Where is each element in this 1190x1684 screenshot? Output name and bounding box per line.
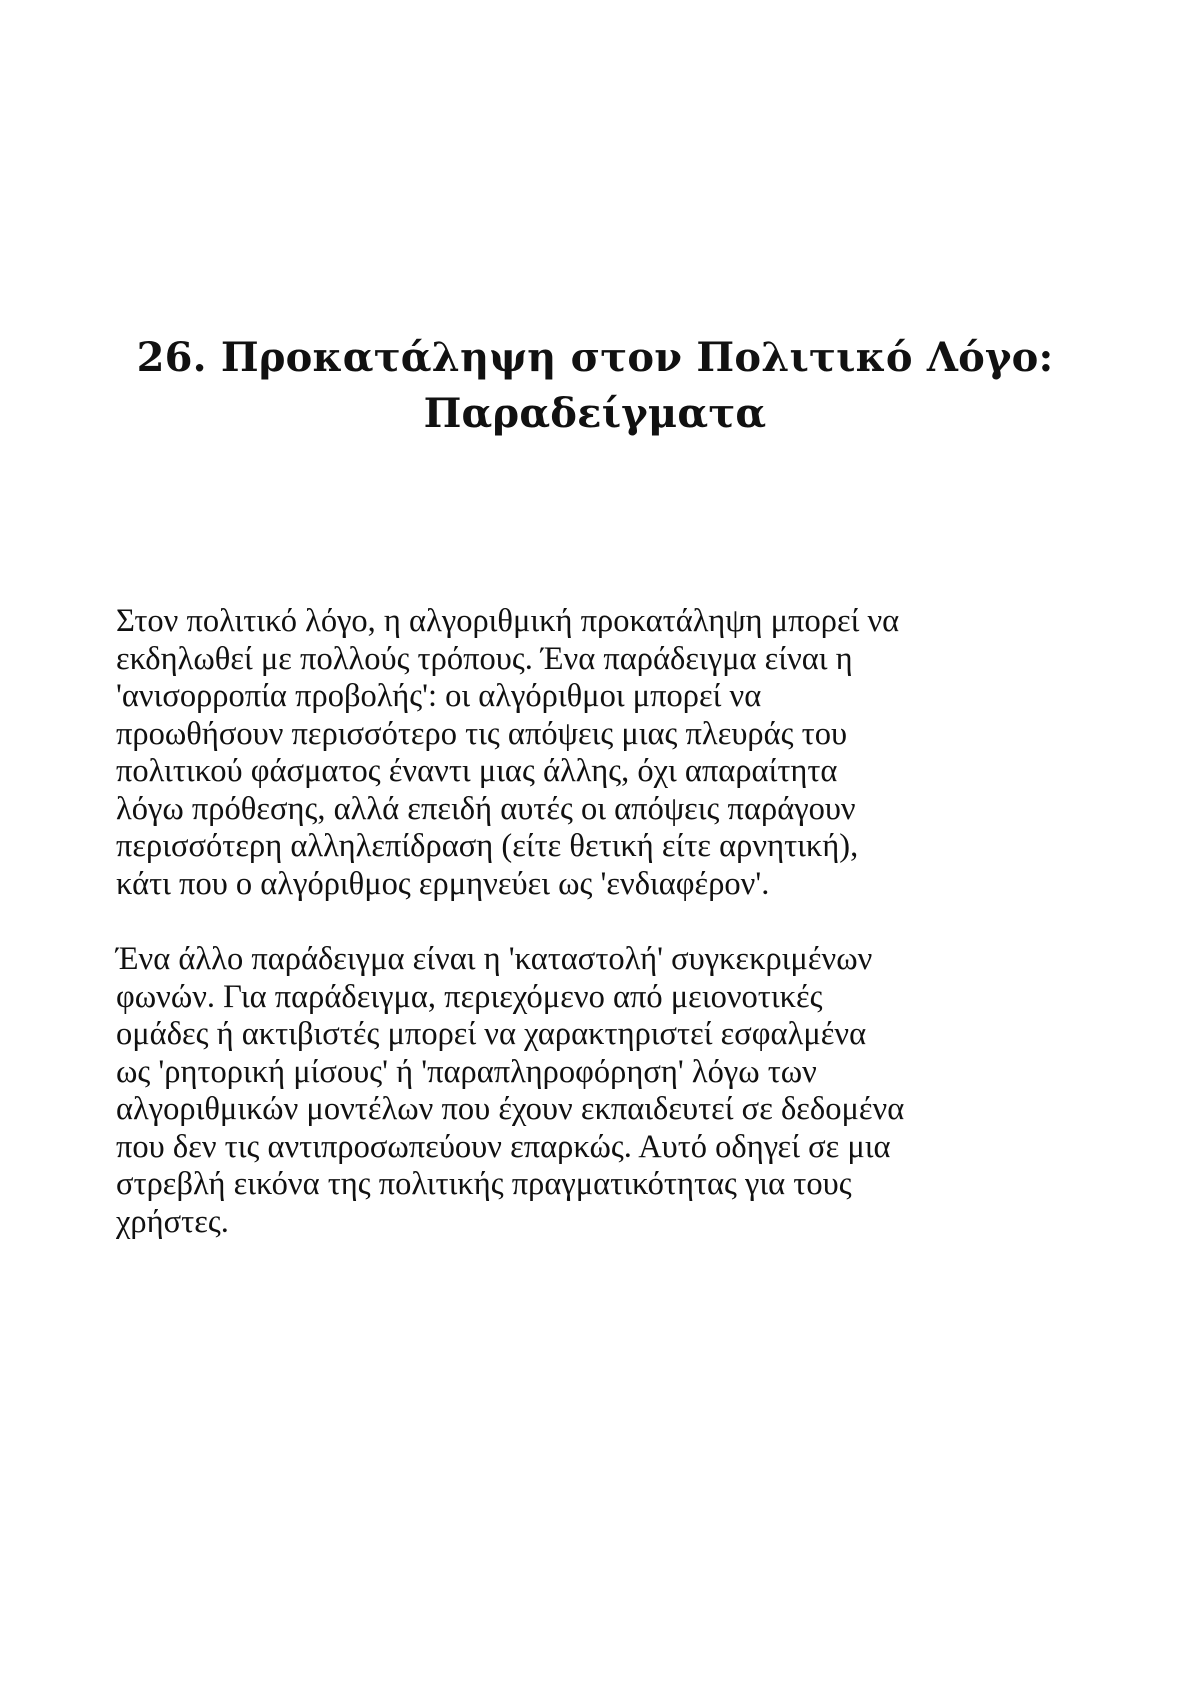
paragraph — [116, 941, 1106, 1241]
paragraph — [116, 603, 1106, 903]
text-line: κάτι που ο αλγόριθμος ερμηνεύει ως 'ενδιαφέρον'. — [116, 865, 770, 902]
text-line: που δεν τις αντιπροσωπεύουν επαρκώς. Αυτό οδηγεί σε μια — [116, 1128, 891, 1165]
text-line: Στον πολιτικό λόγο, η αλγοριθμική προκατάληψη μπορεί να — [116, 603, 900, 639]
text-line: ομάδες ή ακτιβιστές μπορεί να χαρακτηριστεί εσφαλμένα — [116, 1016, 867, 1052]
text-line: χρήστες. — [116, 1203, 229, 1240]
page-title — [100, 330, 1090, 442]
text-line: πολιτικού φάσματος έναντι μιας άλλης, όχι απαραίτητα — [116, 753, 838, 789]
text-line: λόγω πρόθεσης, αλλά επειδή αυτές οι απόψεις παράγουν — [116, 790, 856, 827]
text-line: εκδηλωθεί με πολλούς τρόπους. Ένα παράδειγμα είναι η — [116, 640, 853, 677]
text-line: φωνών. Για παράδειγμα, περιεχόμενο από μειονοτικές — [116, 978, 823, 1015]
text-line: προωθήσουν περισσότερο τις απόψεις μιας πλευράς του — [116, 715, 848, 752]
text-line: 'ανισορροπία προβολής': οι αλγόριθμοι μπορεί να — [116, 678, 762, 714]
text-line: ως 'ρητορική μίσους' ή 'παραπληροφόρηση' λόγω των — [116, 1053, 817, 1090]
text-line: αλγοριθμικών μοντέλων που έχουν εκπαιδευτεί σε δεδομένα — [116, 1091, 905, 1127]
text-line: περισσότερη αλληλεπίδραση (είτε θετική είτε αρνητική), — [116, 828, 859, 864]
page-title-line: 26. Προκατάληψη στον Πολιτικό Λόγο: — [136, 334, 1054, 381]
page-title-line: Παραδείγματα — [423, 390, 767, 437]
text-line: Ένα άλλο παράδειγμα είναι η 'καταστολή' συγκεκριμένων — [116, 941, 873, 977]
body-text — [116, 603, 1106, 1279]
text-line: στρεβλή εικόνα της πολιτικής πραγματικότητας για τους — [116, 1166, 852, 1202]
